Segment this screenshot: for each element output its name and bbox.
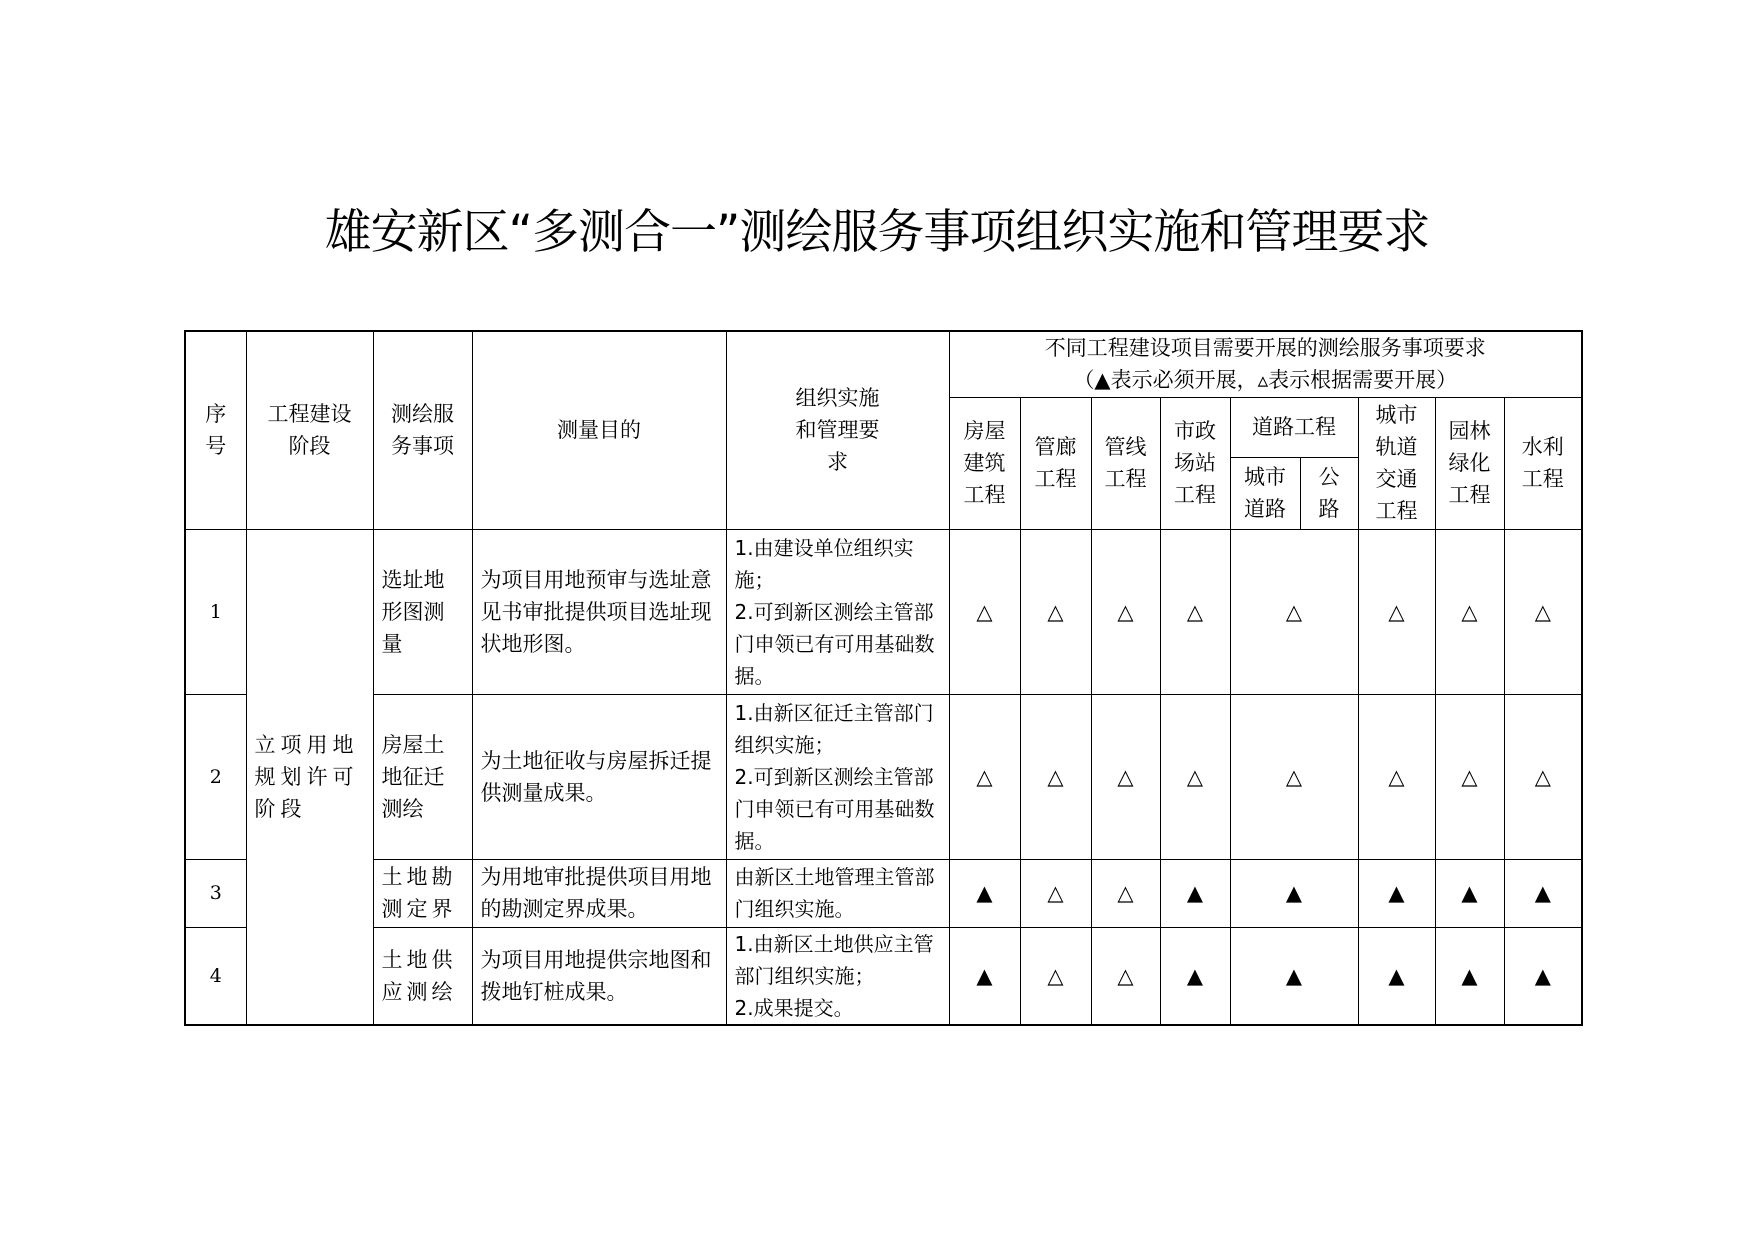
table-row [185,859,1582,927]
header-road: 道路工程 [1230,397,1358,457]
header-purpose: 测量目的 [472,331,726,529]
mark-rail-transit: ▲ [1358,859,1435,927]
row-requirements: 1.由建设单位组织实施； 2.可到新区测绘主管部门申领已有可用基础数据。 [726,529,949,694]
page-title: 雄安新区“多测合一”测绘服务事项组织实施和管理要求 [324,205,1430,260]
row-item: 土地供应测绘 [373,927,472,1025]
mark-rail-transit: ▲ [1358,927,1435,1025]
header-stage: 工程建设阶段 [246,331,373,529]
mark-municipal-station: △ [1160,529,1230,694]
mark-pipeline: △ [1091,859,1160,927]
header-row-1 [185,331,1582,397]
mark-rail-transit: △ [1358,694,1435,859]
row-purpose: 为项目用地提供宗地图和拨地钉桩成果。 [472,927,726,1025]
mark-housing: ▲ [949,859,1020,927]
mark-pipeline: △ [1091,927,1160,1025]
header-water: 水利工程 [1504,397,1582,529]
header-group-note: （▲表示必须开展，▵表示根据需要开展） [1073,368,1458,393]
mark-road: ▲ [1230,927,1358,1025]
mark-road: ▲ [1230,859,1358,927]
row-seq: 1 [185,529,246,694]
mark-water: ▲ [1504,927,1582,1025]
mark-landscaping: ▲ [1435,927,1504,1025]
stage-cell: 立项用地规划许可阶段 [246,529,373,1025]
mark-municipal-station: ▲ [1160,927,1230,1025]
row-purpose: 为用地审批提供项目用地的勘测定界成果。 [472,859,726,927]
mark-housing: △ [949,694,1020,859]
header-group-title: 不同工程建设项目需要开展的测绘服务事项要求 [1044,336,1486,361]
header-pipeline: 管线工程 [1091,397,1160,529]
header-item: 测绘服务事项 [373,331,472,529]
mark-landscaping: △ [1435,529,1504,694]
row-requirements: 1.由新区土地供应主管部门组织实施； 2.成果提交。 [726,927,949,1025]
header-corridor: 管廊工程 [1020,397,1091,529]
mark-water: ▲ [1504,859,1582,927]
row-seq: 4 [185,927,246,1025]
requirements-table [184,330,1583,1026]
mark-municipal-station: ▲ [1160,859,1230,927]
mark-landscaping: △ [1435,694,1504,859]
row-item: 房屋土地征迁测绘 [373,694,472,859]
table-row [185,529,1582,694]
mark-water: △ [1504,694,1582,859]
header-requirements: 组织实施和管理要求 [726,331,949,529]
header-highway: 公路 [1300,457,1358,529]
table-row [185,694,1582,859]
mark-landscaping: ▲ [1435,859,1504,927]
row-purpose: 为土地征收与房屋拆迁提供测量成果。 [472,694,726,859]
row-seq: 3 [185,859,246,927]
mark-housing: △ [949,529,1020,694]
table-row [185,927,1582,1025]
mark-road: △ [1230,529,1358,694]
header-urban-road: 城市道路 [1230,457,1300,529]
mark-corridor: △ [1020,927,1091,1025]
mark-municipal-station: △ [1160,694,1230,859]
header-housing: 房屋建筑工程 [949,397,1020,529]
mark-pipeline: △ [1091,694,1160,859]
row-item: 选址地形图测量 [373,529,472,694]
header-seq: 序号 [185,331,246,529]
header-rail-transit: 城市轨道交通工程 [1358,397,1435,529]
mark-corridor: △ [1020,529,1091,694]
mark-pipeline: △ [1091,529,1160,694]
header-municipal-station: 市政场站工程 [1160,397,1230,529]
mark-housing: ▲ [949,927,1020,1025]
mark-road: △ [1230,694,1358,859]
mark-corridor: △ [1020,694,1091,859]
mark-rail-transit: △ [1358,529,1435,694]
row-item: 土地勘测定界 [373,859,472,927]
mark-water: △ [1504,529,1582,694]
header-landscaping: 园林绿化工程 [1435,397,1504,529]
row-purpose: 为项目用地预审与选址意见书审批提供项目选址现状地形图。 [472,529,726,694]
row-seq: 2 [185,694,246,859]
mark-corridor: △ [1020,859,1091,927]
row-requirements: 由新区土地管理主管部门组织实施。 [726,859,949,927]
row-requirements: 1.由新区征迁主管部门组织实施； 2.可到新区测绘主管部门申领已有可用基础数据。 [726,694,949,859]
header-project-group [949,331,1582,397]
